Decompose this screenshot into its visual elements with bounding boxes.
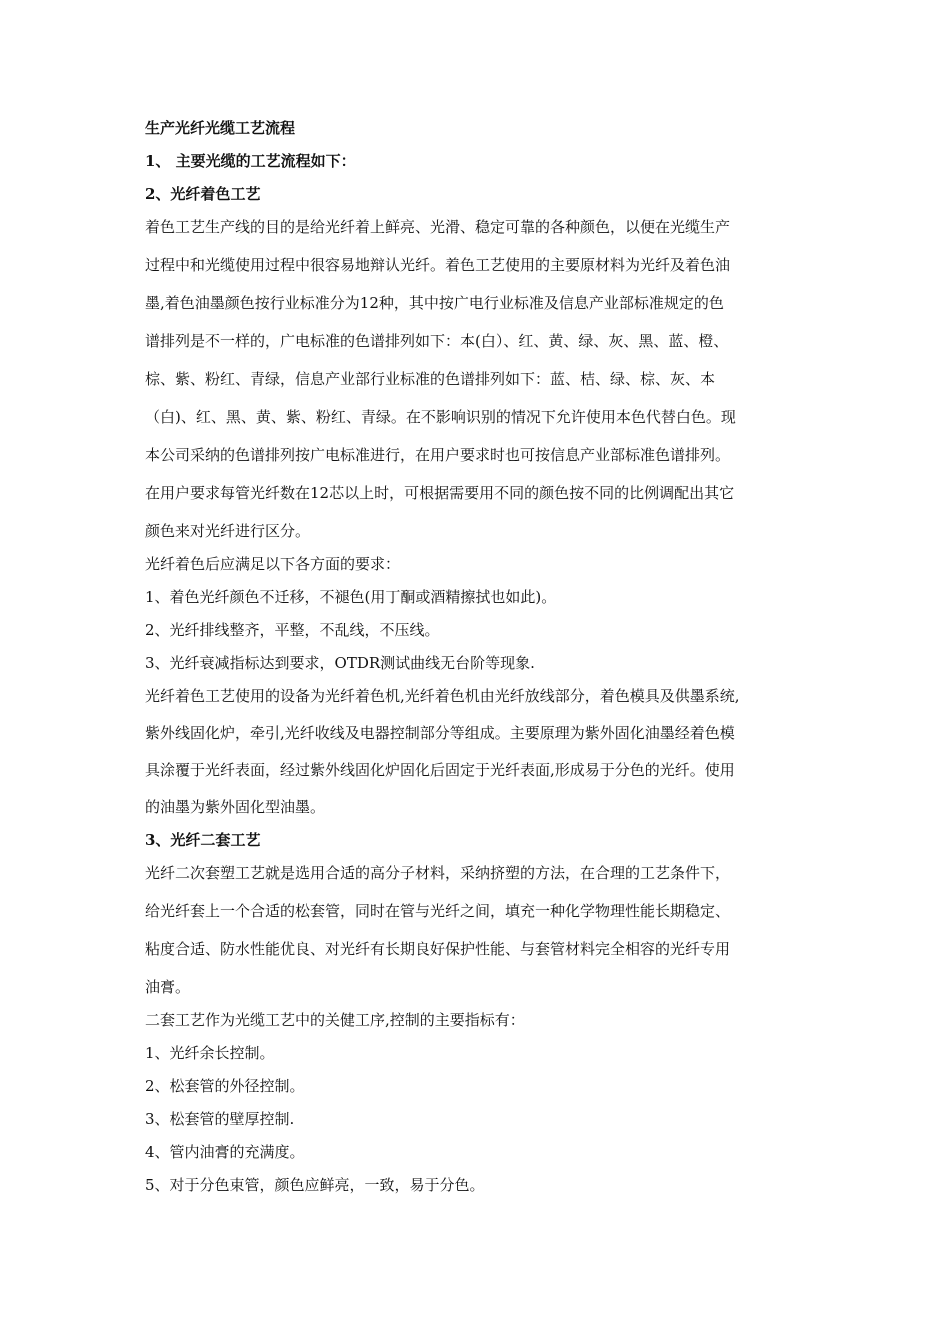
paragraph-line: （白)、红、黑、黄、紫、粉红、青绿。在不影响识别的情况下允许使用本色代替白色。现 bbox=[145, 408, 736, 426]
paragraph-line: 谱排列是不一样的，广电标准的色谱排列如下：本(白）、红、黄、绿、灰、黑、蓝、橙、 bbox=[145, 332, 729, 350]
requirement-item: 3、光纤衰减指标达到要求，OTDR测试曲线无台阶等现象. bbox=[145, 654, 535, 672]
section-1-heading: 1、 主要光缆的工艺流程如下： bbox=[145, 152, 356, 170]
document-body bbox=[145, 118, 835, 1195]
paragraph-line: 光纤着色工艺使用的设备为光纤着色机,光纤着色机由光纤放线部分，着色模具及供墨系统, bbox=[145, 687, 740, 705]
paragraph-line: 过程中和光缆使用过程中很容易地辩认光纤。着色工艺使用的主要原材料为光纤及着色油 bbox=[145, 256, 731, 274]
paragraph-line: 光纤二次套塑工艺就是选用合适的高分子材料，采纳挤塑的方法，在合理的工艺条件下， bbox=[145, 864, 731, 882]
requirement-item: 1、着色光纤颜色不迁移，不褪色(用丁酮或酒精擦拭也如此)。 bbox=[145, 588, 557, 606]
requirements-intro: 光纤着色后应满足以下各方面的要求： bbox=[145, 555, 401, 573]
indicator-item: 2、松套管的外径控制。 bbox=[145, 1077, 305, 1095]
section-2-heading: 2、光纤着色工艺 bbox=[145, 185, 261, 203]
indicator-item: 5、对于分色束管，颜色应鲜亮，一致，易于分色。 bbox=[145, 1176, 485, 1194]
paragraph-line: 油膏。 bbox=[145, 978, 191, 996]
paragraph-line: 本公司采纳的色谱排列按广电标准进行，在用户要求时也可按信息产业部标准色谱排列。 bbox=[145, 446, 731, 464]
indicators-intro: 二套工艺作为光缆工艺中的关健工序,控制的主要指标有： bbox=[145, 1011, 525, 1029]
section-3-heading: 3、光纤二套工艺 bbox=[145, 831, 261, 849]
document-title: 生产光纤光缆工艺流程 bbox=[145, 119, 296, 137]
paragraph-line: 棕、紫、粉红、青绿，信息产业部行业标准的色谱排列如下：蓝、桔、绿、棕、灰、本 bbox=[145, 370, 716, 388]
paragraph-line: 墨,着色油墨颜色按行业标准分为12种，其中按广电行业标准及信息产业部标准规定的色 bbox=[145, 294, 724, 312]
paragraph-line: 具涂覆于光纤表面，经过紫外线固化炉固化后固定于光纤表面,形成易于分色的光纤。使用 bbox=[145, 761, 735, 779]
paragraph-line: 紫外线固化炉，牵引,光纤收线及电器控制部分等组成。主要原理为紫外固化油墨经着色模 bbox=[145, 724, 735, 742]
paragraph-line: 着色工艺生产线的目的是给光纤着上鲜亮、光滑、稳定可靠的各种颜色，以便在光缆生产 bbox=[145, 218, 731, 236]
paragraph-line: 的油墨为紫外固化型油墨。 bbox=[145, 798, 326, 816]
paragraph-line: 给光纤套上一个合适的松套管，同时在管与光纤之间，填充一种化学物理性能长期稳定、 bbox=[145, 902, 731, 920]
paragraph-line: 颜色来对光纤进行区分。 bbox=[145, 522, 311, 540]
paragraph-line: 在用户要求每管光纤数在12芯以上时，可根据需要用不同的颜色按不同的比例调配出其它 bbox=[145, 484, 735, 502]
requirement-item: 2、光纤排线整齐，平整，不乱线，不压线。 bbox=[145, 621, 440, 639]
paragraph-line: 粘度合适、防水性能优良、对光纤有长期良好保护性能、与套管材料完全相容的光纤专用 bbox=[145, 940, 731, 958]
indicator-item: 4、管内油膏的充满度。 bbox=[145, 1143, 305, 1161]
indicator-item: 1、光纤余长控制。 bbox=[145, 1044, 275, 1062]
indicator-item: 3、松套管的壁厚控制. bbox=[145, 1110, 295, 1128]
